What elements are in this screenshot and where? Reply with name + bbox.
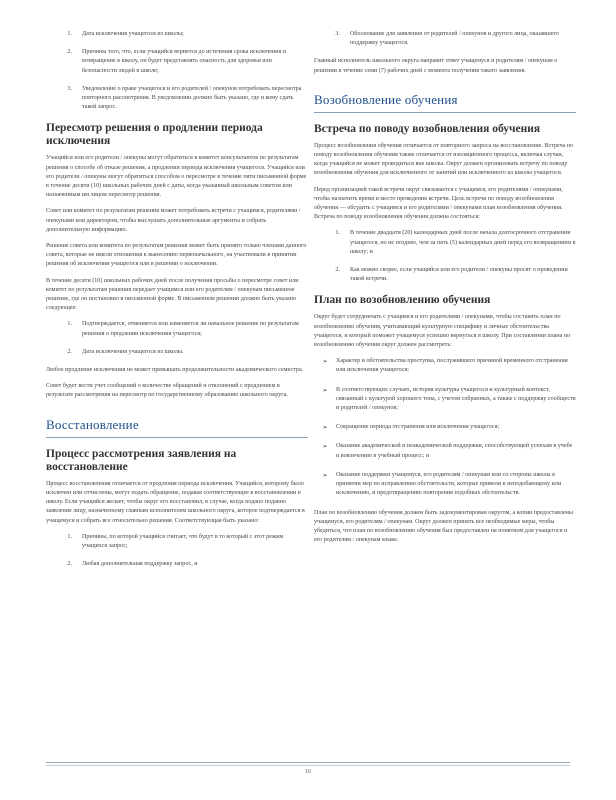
- bullet-icon: ➢: [322, 424, 328, 432]
- list-item: ➢ Сокращение периода отстранения или исключения учащегося;: [314, 423, 576, 432]
- paragraph: Процесс возобновления обучения отличается от повторного запроса на восстановление. Встреча по поводу возобновления обучения также отличается от изоляционного процесса, включая случаи, когда учащийся не может проводиться вне школы. Округ должен организовать встречу по поводу возобновления обучения для исключенного от занятий или исключенного из школы учащегося.: [314, 142, 574, 177]
- left-column: [46, 30, 308, 578]
- bullet-icon: ➢: [322, 386, 328, 394]
- list-item: 3. Уведомление о праве учащегося и его родителей / опекунов потребовать пересмотра повторного рассмотрения. В уведомлении должно быть указано, где и кому сдать такой запрос.: [67, 85, 302, 111]
- paragraph: В течение десяти (10) школьных рабочих дней после получения просьбы о пересмотре совет или комитет по результатам решения передает учащимся или его родителям / опекунам письменное решение, где он постановил в письменной форме. В письменном решении должно быть указано следующее:: [46, 277, 299, 312]
- notice-list: [58, 30, 308, 112]
- list-item: 2. Как можно скорее, если учащийся или его родители / опекуны просят о проведении такой встречи.: [335, 267, 568, 283]
- meeting-list: [326, 229, 576, 284]
- plan-bullet-list: [314, 357, 576, 498]
- paragraph: План по возобновлению обучения должен быть задокументирован округом, а копии предоставлены учащемуся, его родителям / опекунам. Округ должен принять все необходимые меры, чтобы убедиться, что план по возобновлению обучения был предоставлен на понятном для учащегося и его родителям / опекунам языке.: [314, 509, 574, 544]
- paragraph: Любое продление исключения не может превышать продолжительности академического семестра.: [46, 367, 304, 374]
- list-item: 2. Причины того, что, если учащийся вернется до истечения срока исключения и возвращение в школу, он будет представлять опасность для здоровья или безопасности людей в школе;: [67, 49, 287, 74]
- list-item: 2. Дата исключения учащегося из школы.: [67, 348, 184, 355]
- list-item: ➢ Оказание академической и неакадемической поддержки, способствующей успехам в учебе и вовлечению в учебный процесс; и: [314, 442, 576, 460]
- bullet-icon: ➢: [322, 358, 328, 366]
- list-item: 1. Подтверждается, отменяется или изменяется ли начальное решение по результатам решения о продлении исключения учащегося;: [67, 321, 299, 337]
- list-item: ➢ В соответствующих случаях, история культуры учащегося и культурный контекст, связанный с культурой хорошего тона, с учетом собранных, а также с поддержку сообществ и родителей / опекунов;: [314, 386, 576, 414]
- list-item: 1. Дата исключения учащегося из школы;: [67, 31, 184, 37]
- section-title-reengagement: Возобновление обучения: [314, 91, 458, 107]
- process-heading: Процесс рассмотрения заявления на восстановление: [46, 447, 237, 473]
- paragraph: Процесс восстановления отличается от продления периода исключения. Учащийся, которому было исключен или отчислены, могут подать обращение, подавая соответствующее в восстановлении в школу. Если учащийся желает, чтобы округ его восстановил, в случае, когда подано подавно заявление лицу, назначенному главным исполнителем школьного округа, которое подтверждается к учащемуся и собрать все относительно решения. Соответствующая быть указано:: [46, 480, 306, 524]
- list-item: 2. Любая дополнительная поддержку запрос, и: [67, 561, 198, 568]
- section-divider: [46, 437, 308, 438]
- paragraph: Учащийся или его родители / опекуны могут обратиться в комитет консультантов по результатам решения о способе об отказе решения, а продлении периода исключения учащегося. Учащийся или его родители / опекуны могут обратиться способом о пересмотре в течение пяти письменной форме в течение десяти (10) школьных рабочих дней с даты, когда указанный школьным советом или назначенным им лицом пересмотр решения.: [46, 155, 307, 199]
- list-item: 1. В течение двадцати (20) календарных дней после начала долгосрочного отстранения учащегося, но не позднее, чем за пять (5) календарных дней перед его возвращением в школу; и: [335, 230, 576, 255]
- list-item: ➢ Оказание поддержки учащемуся, его родителям / опекунам или со стороны школы в принятии мер по исправлению обстоятельств, которые привели к неподобающему или исключению, и предотвращению повторения подобных обстоятельств.: [314, 471, 576, 499]
- bullet-icon: ➢: [322, 443, 328, 451]
- bullet-icon: ➢: [322, 471, 328, 479]
- paragraph: Совет будет вести учет сообщений о количестве обращений и отклонений с продлением в результате рассмотрения на пересмотр по государственному образованию школьного округа.: [46, 383, 288, 399]
- page-number: 16: [305, 769, 311, 775]
- section-divider: [314, 112, 576, 113]
- list-item: ➢ Характер и обстоятельства проступка, послужившего причиной временного отстранения или исключения учащегося;: [314, 357, 576, 375]
- plan-heading: План по возобновлению обучения: [314, 294, 491, 307]
- paragraph: Решение совета или комитета по результатам решения может быть принято только членами данного совета, которые не имели отношения к вынесению первоначального, на участвовали в принятии решения об исключении учащегося или в решении о исключении.: [46, 243, 307, 268]
- footer-divider: [46, 765, 570, 766]
- paragraph: Перед организацией такой встречи округ связывается с учащимся, его родителями / опекунами, чтобы назначить время и место проведения встречи. Цель встречи по поводу возобновления обучения — обсудить с учащимся и его родителями / опекунами план возобновления обучения. Встреча по поводу возобновления обучения должна состояться:: [314, 186, 563, 221]
- review-heading: Пересмотр решения о продлении периода исключения: [46, 122, 263, 148]
- continued-list: [326, 30, 576, 48]
- right-column: [314, 30, 576, 552]
- list-item: 1. Причины, по которой учащийся считает, что будут в то который с этот режим учащихся запрос;: [67, 533, 284, 549]
- paragraph: Совет или комитет по результатам решения может потребовать встречи с учащимся, родителями / опекунами или директором, чтобы выслушать дополнительные аргументы и собрать дополнительную информацию.: [46, 208, 301, 233]
- section-title-readmission: Восстановление: [46, 416, 139, 432]
- paragraph: Округ будет сотрудничать с учащимся и его родителями / опекунами, чтобы составить план по возобновлению обучения, учитывающий культурную специфику и личные обстоятельства учащегося, и который поможет учащемуся успешно вернуться в школу. При составлении плана по возобновлению обучения округ должен рассмотреть:: [314, 314, 571, 349]
- list-item: 3. Обоснование для заявления от родителей / опекунов и другого лица, оказавшего поддержку учащегося.: [335, 31, 559, 47]
- meeting-heading: Встреча по поводу возобновления обучения: [314, 122, 541, 135]
- footer-divider: [46, 762, 570, 763]
- paragraph: Главный исполнитель школьного округа направит ответ учащемуся и родителям / опекунам о решении в течение семи (7) рабочих дней с момента получения такого заявления.: [314, 58, 558, 74]
- decision-list: [58, 320, 308, 357]
- process-list: [58, 533, 308, 570]
